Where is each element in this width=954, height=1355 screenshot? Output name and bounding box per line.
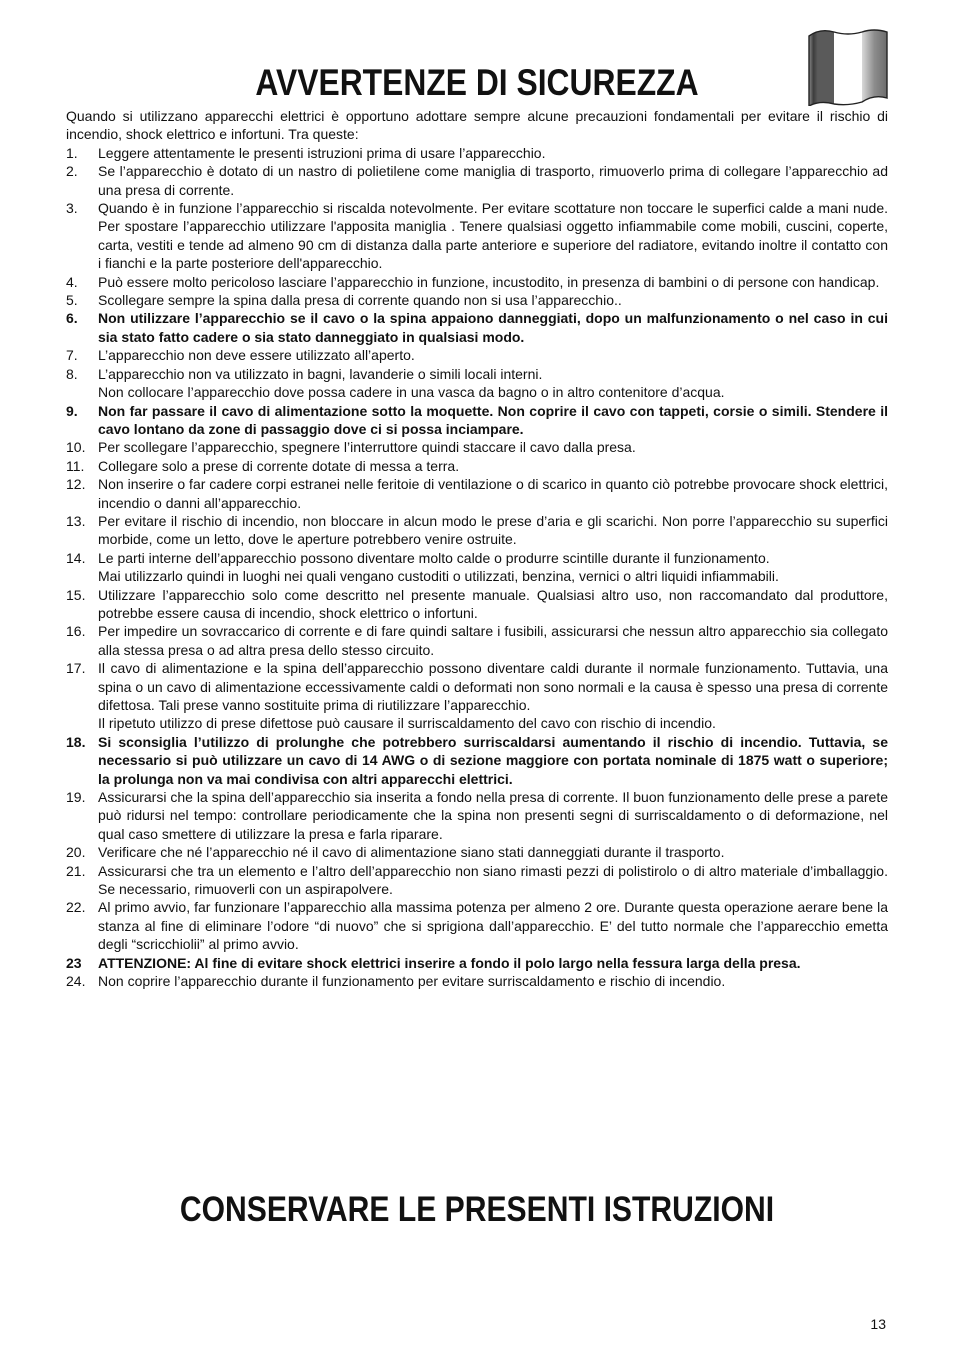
item-text — [98, 512, 888, 549]
item-text — [98, 898, 888, 953]
item-text-line: Assicurarsi che tra un elemento e l’altro dell’apparecchio non siano rimasti pezzi di polistirolo o di altro materiale d’imballaggio. Se necessario, rimuoverli con un aspirapolvere. — [98, 862, 888, 898]
item-text-line: Il cavo di alimentazione e la spina dell’apparecchio possono diventare caldi durante il normale funzionamento. Tuttavia, una spina o un cavo di alimentazione eccessivamente caldi o deformati non sono normali e la causa è spesso una presa di corrente difettosa. Tali prese vanno sostituite prima di riutilizzare l’apparecchio. — [98, 660, 888, 713]
item-text — [98, 438, 888, 456]
item-text — [98, 162, 888, 199]
item-text — [98, 622, 888, 659]
list-item — [66, 512, 888, 549]
item-text — [98, 457, 888, 475]
item-number: 21. — [66, 862, 86, 879]
list-item — [66, 438, 888, 456]
item-number: 9. — [66, 402, 78, 419]
list-item — [66, 457, 888, 475]
item-number: 12. — [66, 476, 86, 493]
item-number: 23 — [66, 954, 82, 971]
item-text-line: Quando è in funzione l’apparecchio si riscalda notevolmente. Per evitare scottature non toccare le superfici calde a mani nude. Per spostare l’apparecchio utilizzare l'apposita maniglia . Tenere qualsiasi oggetto infiammabile come mobili, cuscini, coperte, carta, vestiti e tende ad almeno 90 cm di distanza dalla parte anteriore e superiore del radiatore, evitando inoltre il contatto con i fianchi e la parte posteriore dell'apparecchio. — [98, 200, 888, 272]
item-text — [98, 402, 888, 439]
item-text-line: L’apparecchio non deve essere utilizzato all’aperto. — [98, 347, 415, 364]
item-number: 19. — [66, 789, 86, 806]
item-text-line: Non utilizzare l’apparecchio se il cavo o la spina appaiono danneggiati, dopo un malfunzionamento o nel caso in cui sia stato fatto cadere o sia stato danneggiato in qualsiasi modo. — [98, 310, 888, 345]
item-text-line: Può essere molto pericoloso lasciare l’apparecchio in funzione, incustodito, in presenza di bambini o di persone con handicap. — [98, 273, 880, 290]
item-text-line: L’apparecchio non va utilizzato in bagni, lavanderie o simili locali interni. — [98, 365, 543, 382]
list-item — [66, 733, 888, 788]
item-text — [98, 586, 888, 623]
list-item — [66, 199, 888, 273]
list-item — [66, 862, 888, 899]
footer-title: CONSERVARE LE PRESENTI ISTRUZIONI — [179, 1190, 775, 1229]
item-number: 10. — [66, 439, 86, 456]
item-text — [98, 309, 888, 346]
page-number: 13 — [870, 1316, 886, 1332]
item-number: 6. — [66, 310, 78, 327]
list-item — [66, 586, 888, 623]
item-text — [98, 972, 888, 990]
item-text-line: ATTENZIONE: Al fine di evitare shock elettrici inserire a fondo il polo largo nella fessura larga della presa. — [98, 954, 801, 971]
item-number: 22. — [66, 899, 86, 916]
list-item — [66, 622, 888, 659]
item-number: 14. — [66, 549, 86, 566]
item-number: 17. — [66, 660, 86, 677]
item-number: 24. — [66, 973, 86, 990]
list-item — [66, 843, 888, 861]
item-number: 7. — [66, 347, 78, 364]
item-text-line: Per scollegare l’apparecchio, spegnere l’interruttore quindi staccare il cavo dalla presa. — [98, 439, 636, 456]
item-text — [98, 291, 888, 309]
item-text — [98, 843, 888, 861]
item-text-line: Mai utilizzarlo quindi in luoghi nei quali vengano custoditi o utilizzati, benzina, vernici o altri liquidi infiammabili. — [98, 568, 779, 585]
item-number: 4. — [66, 273, 78, 290]
item-text-line: Non coprire l’apparecchio durante il funzionamento per evitare surriscaldamento e rischio di incendio. — [98, 973, 726, 990]
item-number: 13. — [66, 512, 86, 529]
item-number: 16. — [66, 623, 86, 640]
item-number: 8. — [66, 365, 78, 382]
list-item — [66, 346, 888, 364]
intro-paragraph: Quando si utilizzano apparecchi elettrici è opportuno adottare sempre alcune precauzioni fondamentali per evitare il rischio di incendio, shock elettrico e infortuni. Tra queste: — [66, 108, 888, 143]
item-text — [98, 475, 888, 512]
item-text-line: Per evitare il rischio di incendio, non bloccare in alcun modo le prese d’aria e gli scarichi. Non porre l’apparecchio su superfici morbide, come un letto, dove le aperture potrebbero venire ostruite. — [98, 512, 888, 548]
page-title: AVVERTENZE DI SICUREZZA — [255, 62, 699, 103]
list-item — [66, 659, 888, 733]
item-text — [98, 954, 888, 972]
item-text-line: Assicurarsi che la spina dell’apparecchio sia inserita a fondo nella presa di corrente. Il buon funzionamento delle prese a parete può ridursi nel tempo: controllare periodicamente che la spina non presenti segni di surriscaldamento o di deformazione, nel qual caso smettere di utilizzare la presa e farla riparare. — [98, 789, 888, 842]
list-item — [66, 788, 888, 843]
list-item — [66, 162, 888, 199]
item-text-line: Si sconsiglia l’utilizzo di prolunghe che potrebbero surriscaldarsi aumentando il rischio di incendio. Tuttavia, se necessario si può utilizzare un cavo di 14 AWG o di sezione maggiore con portata nominale di 1875 watt o superiore; la prolunga non va mai condivisa con altri apparecchi elettrici. — [98, 733, 888, 787]
item-number: 3. — [66, 200, 78, 217]
safety-list — [66, 144, 888, 991]
item-text-line: Se l’apparecchio è dotato di un nastro di polietilene come maniglia di trasporto, rimuoverlo prima di collegare l’apparecchio ad una presa di corrente. — [98, 163, 888, 198]
item-number: 18. — [66, 733, 86, 750]
list-item — [66, 954, 888, 972]
item-text-line: Utilizzare l’apparecchio solo come descritto nel presente manuale. Qualsiasi altro uso, non raccomandato dal produttore, potrebbe essere causa di incendio, shock elettrico o infortuni. — [98, 586, 888, 621]
item-number: 1. — [66, 144, 78, 161]
item-text-line: Non collocare l’apparecchio dove possa cadere in una vasca da bagno o in altro contenitore d’acqua. — [98, 384, 725, 401]
list-item — [66, 273, 888, 291]
item-text-line: Le parti interne dell’apparecchio possono diventare molto calde o produrre scintille durante il funzionamento. — [98, 549, 770, 566]
item-text-line: Scollegare sempre la spina dalla presa di corrente quando non si usa l’apparecchio.. — [98, 292, 622, 309]
list-item — [66, 144, 888, 162]
item-text — [98, 273, 888, 291]
item-text-line: Non far passare il cavo di alimentazione sotto la moquette. Non coprire il cavo con tappeti, corsie o simili. Stendere il cavo lontano da zone di passaggio dove ci si possa inciampare. — [98, 402, 888, 437]
item-number: 5. — [66, 292, 78, 309]
list-item — [66, 898, 888, 953]
item-text-line: Leggere attentamente le presenti istruzioni prima di usare l’apparecchio. — [98, 144, 546, 161]
item-text — [98, 346, 888, 364]
item-number: 15. — [66, 586, 86, 603]
list-item — [66, 549, 888, 586]
list-item — [66, 475, 888, 512]
item-text — [98, 733, 888, 788]
list-item — [66, 365, 888, 402]
item-text — [98, 788, 888, 843]
item-text — [98, 659, 888, 733]
item-text-line: Collegare solo a prese di corrente dotate di messa a terra. — [98, 457, 460, 474]
item-text — [98, 199, 888, 273]
item-text-line: Il ripetuto utilizzo di prese difettose può causare il surriscaldamento del cavo con rischio di incendio. — [98, 715, 716, 732]
item-text — [98, 365, 888, 402]
list-item — [66, 402, 888, 439]
item-text-line: Al primo avvio, far funzionare l’apparecchio alla massima potenza per almeno 2 ore. Durante questa operazione aerare bene la stanza al fine di eliminare l’odore “di nuovo” che si sprigiona dall’apparecchio. E’ del tutto normale che l’apparecchio emetta degli “scricchiolii” al primo avvio. — [98, 899, 888, 953]
item-number: 11. — [66, 457, 85, 474]
item-text-line: Non inserire o far cadere corpi estranei nelle feritoie di ventilazione o di scarico in quanto ciò potrebbe provocare shock elettrici, incendio o danni all’apparecchio. — [98, 476, 888, 511]
item-number: 20. — [66, 844, 86, 861]
item-text — [98, 549, 888, 586]
list-item — [66, 972, 888, 990]
list-item — [66, 291, 888, 309]
item-text-line: Verificare che né l’apparecchio né il cavo di alimentazione siano stati danneggiati durante il trasporto. — [98, 844, 725, 861]
item-number: 2. — [66, 163, 78, 180]
item-text — [98, 862, 888, 899]
list-item — [66, 309, 888, 346]
item-text — [98, 144, 888, 162]
safety-content — [66, 107, 888, 991]
item-text-line: Per impedire un sovraccarico di corrente e di fare quindi saltare i fusibili, assicurarsi che nessun altro apparecchio sia collegato alla stessa presa o ad altra presa dello stesso circuito. — [98, 623, 888, 658]
